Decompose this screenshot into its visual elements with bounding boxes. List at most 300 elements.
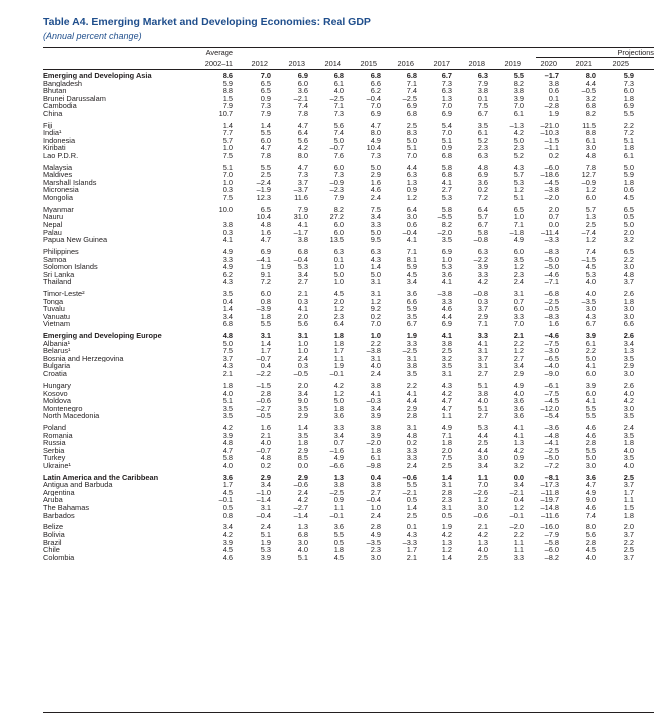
value-cell: 7.0 [477, 481, 488, 489]
value-cell: 1.8 [297, 439, 308, 447]
table-row [43, 256, 654, 264]
value-cell: 3.8 [370, 481, 381, 489]
value-cell: 3.3 [441, 297, 452, 306]
value-cell: 2.5 [623, 473, 634, 482]
value-cell: 5.3 [441, 193, 452, 202]
value-cell: 3.1 [477, 347, 488, 355]
value-cell: 6.5 [623, 205, 634, 214]
value-cell: –0.1 [218, 496, 233, 504]
pad-cell [634, 278, 654, 286]
value-cell: 3.4 [477, 461, 488, 470]
value-cell: 6.8 [406, 109, 417, 118]
value-cell: 3.8 [441, 339, 452, 348]
value-cell: 5.0 [623, 163, 634, 172]
value-cell: 4.2 [441, 389, 452, 398]
value-cell: 1.8 [623, 178, 634, 187]
value-cell: 1.6 [260, 228, 271, 237]
value-cell: 7.2 [477, 193, 488, 202]
value-cell: 2.2 [513, 339, 524, 348]
value-cell: 6.0 [260, 136, 271, 145]
value-cell: 3.4 [297, 389, 308, 398]
value-cell: –2.1 [402, 488, 417, 497]
value-cell: 4.2 [297, 496, 308, 504]
value-cell: –0.3 [366, 397, 381, 405]
row-label: Albania¹ [43, 339, 71, 348]
row-label: Nauru [43, 213, 64, 222]
row-label: Moldova [43, 397, 71, 405]
value-cell: 5.6 [297, 136, 308, 145]
value-cell: 6.3 [406, 171, 417, 179]
value-cell: 5.0 [222, 339, 233, 348]
value-cell: 2.9 [370, 171, 381, 179]
value-cell: –7.5 [544, 389, 559, 398]
value-cell: 1.2 [477, 496, 488, 504]
value-cell: 1.1 [333, 503, 344, 512]
value-cell: 2.0 [623, 523, 634, 531]
value-cell: 3.7 [623, 278, 634, 286]
value-cell: 4.7 [260, 236, 271, 244]
value-cell: 2.3 [370, 546, 381, 554]
value-cell: 3.0 [477, 503, 488, 512]
value-cell: 2.7 [513, 354, 524, 363]
value-cell: 3.1 [513, 290, 524, 298]
row-label: Tonga [43, 297, 64, 306]
pad-cell [634, 164, 654, 172]
value-cell: –2.5 [402, 347, 417, 355]
value-cell: –0.4 [402, 228, 417, 237]
value-cell: 3.5 [623, 454, 634, 462]
value-cell: 6.0 [333, 163, 344, 172]
value-cell: 1.4 [370, 263, 381, 271]
value-cell: 7.8 [585, 163, 596, 172]
value-cell: –3.9 [256, 305, 271, 313]
row-label: Bangladesh [43, 79, 83, 88]
value-cell: 7.3 [260, 102, 271, 110]
value-cell: 1.8 [333, 332, 344, 340]
value-cell: 3.0 [370, 553, 381, 562]
value-cell: –0.5 [544, 305, 559, 313]
value-cell: 7.4 [297, 102, 308, 110]
value-cell: 3.5 [222, 290, 233, 298]
value-cell: 3.4 [222, 312, 233, 321]
value-cell: 6.7 [477, 109, 488, 118]
value-cell: 7.4 [585, 248, 596, 256]
value-cell: 7.1 [333, 102, 344, 110]
value-cell: 7.4 [333, 129, 344, 137]
value-cell: 3.7 [623, 553, 634, 562]
value-cell: 6.8 [406, 72, 417, 80]
value-cell: 1.7 [222, 481, 233, 489]
value-cell: 2.9 [513, 370, 524, 378]
value-cell: –0.1 [329, 370, 344, 378]
value-cell: –1.3 [509, 121, 524, 130]
value-cell: 6.8 [370, 72, 381, 80]
pad-cell [634, 531, 654, 539]
value-cell: 7.5 [477, 102, 488, 110]
pad-cell [634, 171, 654, 179]
value-cell: 6.0 [585, 389, 596, 398]
value-cell: 12.3 [256, 193, 271, 202]
value-cell: 5.0 [585, 354, 596, 363]
row-label: Antigua and Barbuda [43, 481, 113, 489]
value-cell: –1.6 [329, 446, 344, 455]
table-row [43, 95, 654, 103]
value-cell: 1.8 [623, 511, 634, 520]
value-cell: 7.9 [477, 79, 488, 88]
column-header: 2012 [251, 59, 268, 68]
value-cell: 7.2 [260, 278, 271, 286]
value-cell: 2.8 [406, 412, 417, 420]
value-cell: 9.5 [370, 236, 381, 244]
value-cell: 3.6 [477, 178, 488, 187]
value-cell: 4.5 [585, 546, 596, 554]
value-cell: 3.3 [370, 221, 381, 229]
row-label: North Macedonia [43, 412, 100, 420]
value-cell: 4.7 [260, 144, 271, 152]
value-cell: 5.5 [260, 320, 271, 328]
value-cell: –0.4 [366, 496, 381, 504]
value-cell: 9.2 [370, 305, 381, 313]
value-cell: –0.9 [329, 178, 344, 187]
value-cell: 2.7 [477, 370, 488, 378]
value-cell: –3.5 [366, 538, 381, 547]
value-cell: 7.1 [406, 248, 417, 256]
value-cell: 4.9 [370, 530, 381, 539]
value-cell: 5.5 [333, 530, 344, 539]
pad-cell [634, 382, 654, 390]
value-cell: 2.3 [477, 144, 488, 152]
value-cell: 3.6 [297, 87, 308, 95]
value-cell: 2.5 [477, 439, 488, 447]
value-cell: 0.5 [623, 213, 634, 222]
value-cell: 1.0 [222, 144, 233, 152]
column-header: 2020 [540, 59, 557, 68]
value-cell: 2.6 [623, 332, 634, 340]
value-cell: 10.7 [218, 109, 233, 118]
value-cell: 1.1 [477, 473, 488, 482]
value-cell: 3.7 [623, 481, 634, 489]
value-cell: 4.6 [222, 553, 233, 562]
value-cell: 3.0 [585, 461, 596, 470]
value-cell: –3.3 [544, 236, 559, 244]
value-cell: 3.5 [441, 362, 452, 371]
row-label: Belarus¹ [43, 347, 71, 355]
value-cell: 4.0 [477, 546, 488, 554]
value-cell: –0.6 [473, 511, 488, 520]
value-cell: 10.4 [256, 213, 271, 222]
value-cell: 4.0 [222, 389, 233, 398]
value-cell: 4.4 [406, 163, 417, 172]
table-row [43, 320, 654, 328]
value-cell: 7.0 [406, 151, 417, 160]
value-cell: 7.4 [406, 87, 417, 95]
row-label: Indonesia [43, 136, 76, 145]
value-cell: 3.1 [477, 362, 488, 371]
value-cell: 1.4 [441, 473, 452, 482]
value-cell: 3.5 [406, 312, 417, 321]
value-cell: 7.0 [441, 129, 452, 137]
value-cell: 0.4 [222, 297, 233, 306]
row-label: Vanuatu [43, 312, 70, 321]
value-cell: 1.8 [623, 144, 634, 152]
value-cell: 7.4 [585, 511, 596, 520]
value-cell: 7.0 [260, 72, 271, 80]
row-label: Turkey [43, 454, 66, 462]
value-cell: 9.1 [260, 270, 271, 279]
value-cell: 5.3 [441, 263, 452, 271]
value-cell: –5.0 [544, 454, 559, 462]
value-cell: 13.5 [329, 236, 344, 244]
value-cell: 6.7 [441, 72, 452, 80]
value-cell: 5.0 [623, 221, 634, 229]
value-cell: 1.3 [585, 213, 596, 222]
value-cell: 7.9 [297, 205, 308, 214]
value-cell: –6.6 [329, 461, 344, 470]
value-cell: 2.1 [406, 553, 417, 562]
value-cell: 7.1 [477, 320, 488, 328]
value-cell: 8.3 [406, 129, 417, 137]
value-cell: 4.3 [370, 255, 381, 264]
table-row [43, 171, 654, 179]
value-cell: 1.8 [623, 297, 634, 306]
value-cell: –6.8 [544, 290, 559, 298]
value-cell: –0.5 [581, 87, 596, 95]
value-cell: 1.9 [406, 332, 417, 340]
value-cell: 6.0 [260, 290, 271, 298]
value-cell: 2.6 [623, 290, 634, 298]
value-cell: 3.0 [406, 213, 417, 222]
table-row [43, 390, 654, 398]
value-cell: –2.2 [473, 255, 488, 264]
value-cell: 6.1 [333, 79, 344, 88]
value-cell: 2.1 [513, 332, 524, 340]
value-cell: 2.5 [477, 553, 488, 562]
table-row [43, 512, 654, 520]
value-cell: 1.6 [370, 178, 381, 187]
value-cell: 1.7 [406, 546, 417, 554]
value-cell: 2.9 [260, 473, 271, 482]
value-cell: 1.8 [333, 339, 344, 348]
table-row [43, 194, 654, 202]
header-rule [43, 69, 654, 70]
value-cell: 7.5 [222, 347, 233, 355]
value-cell: –3.3 [402, 538, 417, 547]
pad-cell [634, 194, 654, 202]
value-cell: 4.5 [406, 270, 417, 279]
value-cell: 2.7 [370, 488, 381, 497]
row-label: Chile [43, 546, 60, 554]
value-cell: 1.5 [623, 503, 634, 512]
value-cell: –9.0 [544, 370, 559, 378]
value-cell: 4.0 [370, 362, 381, 371]
row-label: Kiribati [43, 144, 66, 152]
value-cell: 1.8 [260, 312, 271, 321]
value-cell: –4.0 [544, 362, 559, 371]
value-cell: 3.9 [477, 263, 488, 271]
value-cell: 3.5 [222, 412, 233, 420]
value-cell: –7.2 [544, 461, 559, 470]
value-cell: 1.8 [441, 439, 452, 447]
value-cell: 4.0 [623, 446, 634, 455]
pad-cell [634, 72, 654, 80]
value-cell: 5.0 [370, 270, 381, 279]
row-label: Hungary [43, 381, 71, 390]
value-cell: 3.0 [585, 305, 596, 313]
value-cell: 8.6 [222, 72, 233, 80]
column-header: 2018 [468, 59, 485, 68]
value-cell: 0.7 [548, 213, 559, 222]
value-cell: 1.2 [513, 263, 524, 271]
value-cell: 2.5 [623, 546, 634, 554]
value-cell: –2.5 [329, 94, 344, 103]
value-cell: 0.1 [406, 523, 417, 531]
value-cell: 8.0 [585, 523, 596, 531]
row-label: Bulgaria [43, 362, 71, 371]
value-cell: –0.4 [293, 255, 308, 264]
value-cell: 1.4 [441, 553, 452, 562]
value-cell: 1.1 [333, 354, 344, 363]
pad-cell [634, 213, 654, 221]
value-cell: 4.2 [477, 530, 488, 539]
value-cell: 1.3 [297, 523, 308, 531]
value-cell: 8.2 [585, 109, 596, 118]
value-cell: 1.9 [260, 263, 271, 271]
value-cell: 3.8 [477, 389, 488, 398]
value-cell: 1.9 [260, 538, 271, 547]
pad-cell [634, 137, 654, 145]
pad-cell [634, 144, 654, 152]
value-cell: 7.6 [333, 151, 344, 160]
value-cell: 6.1 [370, 454, 381, 462]
value-cell: 4.2 [513, 129, 524, 137]
pad-cell [634, 221, 654, 229]
value-cell: 7.0 [222, 171, 233, 179]
table-row [43, 447, 654, 455]
value-cell: 3.4 [260, 481, 271, 489]
value-cell: 5.9 [623, 72, 634, 80]
value-cell: 3.3 [513, 312, 524, 321]
pad-cell [634, 370, 654, 378]
value-cell: 1.1 [623, 496, 634, 504]
row-label: Palau [43, 228, 62, 237]
pad-cell [634, 340, 654, 348]
value-cell: 4.6 [585, 503, 596, 512]
value-cell: –10.3 [540, 129, 559, 137]
pad-cell [634, 313, 654, 321]
value-cell: 2.1 [260, 431, 271, 440]
value-cell: 6.5 [260, 79, 271, 88]
value-cell: 6.5 [623, 248, 634, 256]
value-cell: 6.3 [441, 87, 452, 95]
value-cell: –4.6 [544, 270, 559, 279]
table-row [43, 539, 654, 547]
table-row [43, 229, 654, 237]
value-cell: 3.8 [406, 362, 417, 371]
value-cell: 5.3 [585, 270, 596, 279]
value-cell: 1.0 [333, 278, 344, 286]
value-cell: 3.3 [333, 424, 344, 432]
value-cell: 3.9 [260, 553, 271, 562]
value-cell: 0.1 [333, 255, 344, 264]
value-cell: 4.3 [222, 362, 233, 371]
row-label: Brunei Darussalam [43, 94, 106, 103]
value-cell: 4.1 [441, 278, 452, 286]
column-header: 2015 [360, 59, 377, 68]
value-cell: 7.5 [441, 454, 452, 462]
table-row [43, 102, 654, 110]
value-cell: 4.7 [585, 481, 596, 489]
value-cell: 0.8 [260, 297, 271, 306]
pad-cell [634, 152, 654, 160]
value-cell: 2.3 [513, 144, 524, 152]
pad-cell [634, 439, 654, 447]
value-cell: 7.5 [370, 205, 381, 214]
value-cell: 3.8 [548, 79, 559, 88]
value-cell: –5.0 [544, 263, 559, 271]
value-cell: 4.0 [513, 389, 524, 398]
value-cell: 1.2 [513, 503, 524, 512]
value-cell: 3.8 [370, 424, 381, 432]
value-cell: 5.5 [406, 481, 417, 489]
value-cell: 7.3 [623, 79, 634, 88]
value-cell: 2.9 [297, 446, 308, 455]
group-row [43, 72, 654, 80]
value-cell: –5.4 [544, 412, 559, 420]
value-cell: 0.5 [441, 511, 452, 520]
row-label: Sri Lanka [43, 270, 75, 279]
value-cell: 2.4 [260, 523, 271, 531]
table-row [43, 263, 654, 271]
table-row [43, 80, 654, 88]
value-cell: 4.1 [585, 397, 596, 405]
value-cell: 7.0 [370, 102, 381, 110]
value-cell: –0.8 [473, 290, 488, 298]
value-cell: 4.7 [222, 446, 233, 455]
value-cell: 4.4 [477, 446, 488, 455]
value-cell: 1.6 [548, 320, 559, 328]
value-cell: 4.8 [406, 431, 417, 440]
value-cell: 3.5 [623, 431, 634, 440]
value-cell: 4.9 [333, 454, 344, 462]
table-row [43, 481, 654, 489]
value-cell: 7.5 [222, 151, 233, 160]
row-label: Fiji [43, 121, 53, 130]
value-cell: 5.5 [260, 163, 271, 172]
value-cell: 0.9 [260, 94, 271, 103]
value-cell: 5.3 [477, 424, 488, 432]
value-cell: 5.1 [406, 144, 417, 152]
value-cell: 3.2 [513, 461, 524, 470]
value-cell: 4.1 [297, 221, 308, 229]
value-cell: 5.3 [513, 178, 524, 187]
value-cell: 5.4 [441, 121, 452, 130]
pad-cell [634, 290, 654, 298]
pad-cell [634, 248, 654, 256]
value-cell: 3.4 [370, 404, 381, 413]
table-subtitle: (Annual percent change) [43, 31, 142, 41]
value-cell: –2.5 [544, 297, 559, 306]
pad-cell [634, 305, 654, 313]
table-row [43, 213, 654, 221]
table-row [43, 531, 654, 539]
column-header: 2016 [397, 59, 414, 68]
value-cell: 4.2 [441, 530, 452, 539]
value-cell: 3.6 [406, 290, 417, 298]
pad-cell [634, 447, 654, 455]
value-cell: 1.2 [513, 347, 524, 355]
value-cell: –6.0 [544, 163, 559, 172]
table-row [43, 504, 654, 512]
